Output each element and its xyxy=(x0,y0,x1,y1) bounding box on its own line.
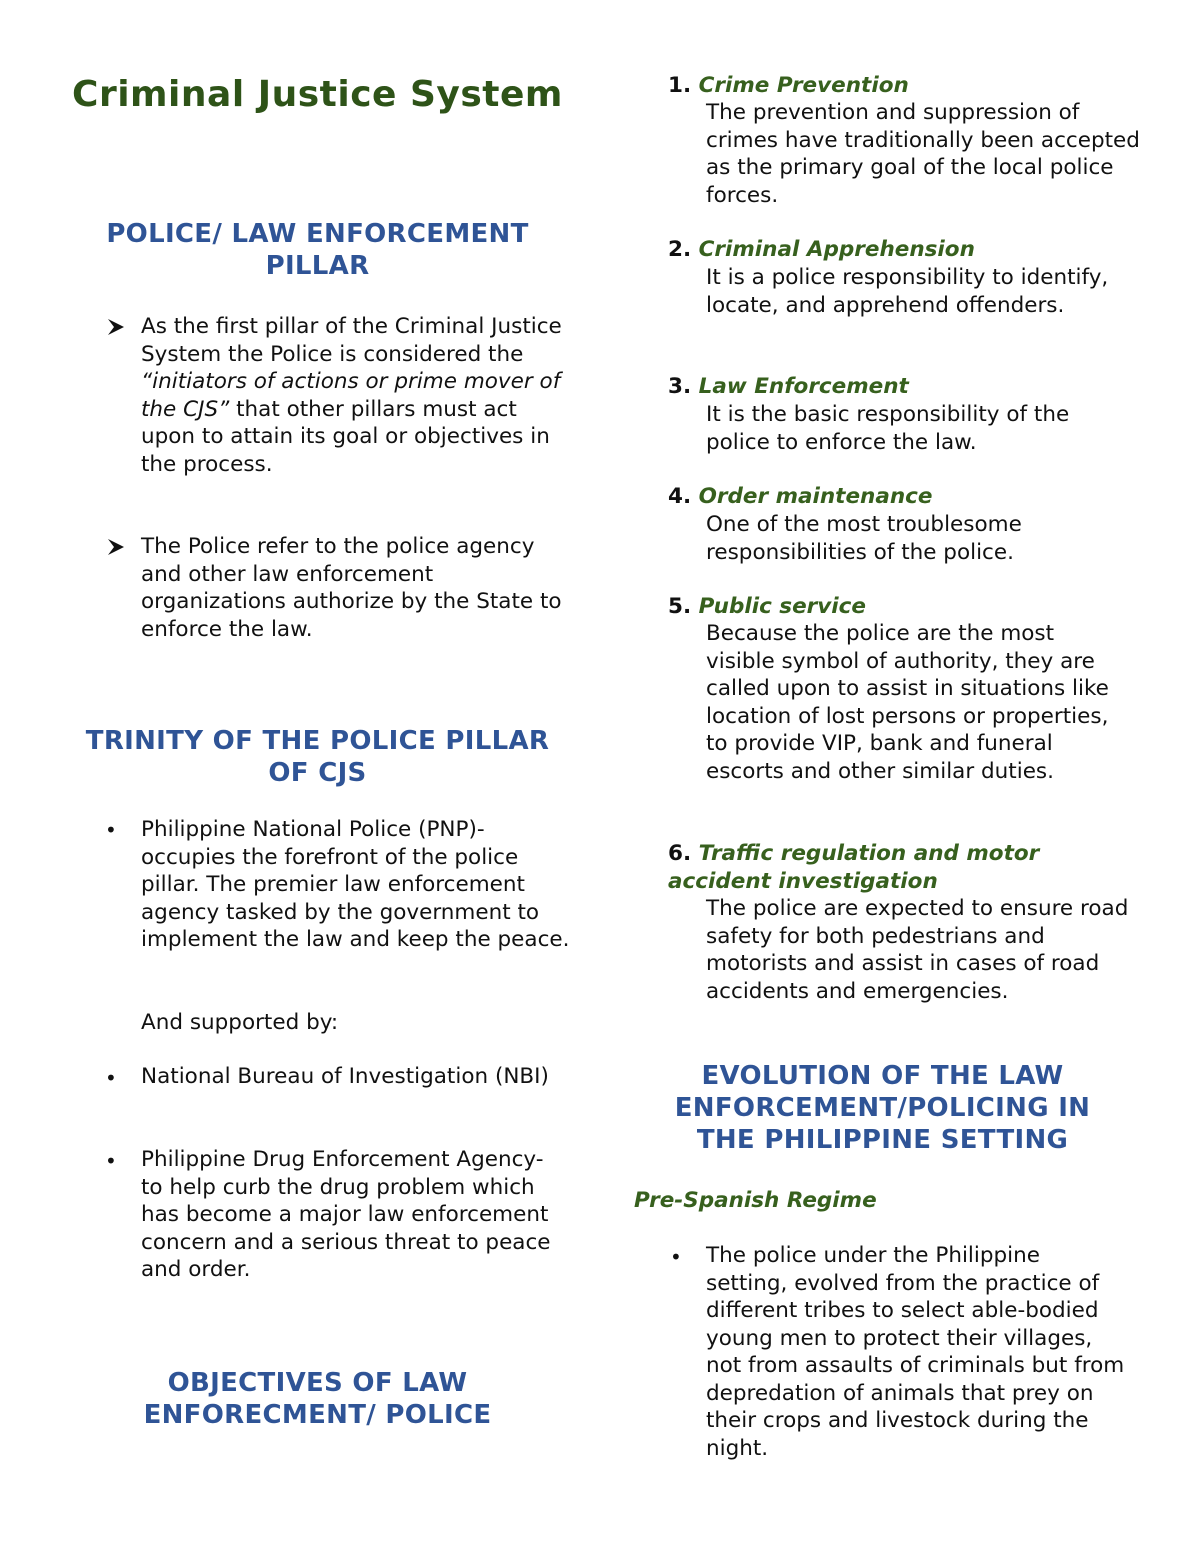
objective-3-title-text: Law Enforcement xyxy=(698,374,909,399)
evolution-item-1: The police under the Philippine setting, evolved from the practice of different tribes to select able-bodied young men to protect their villages, not from assaults of criminals but from depredation of animals that prey on their crops and livestock during the night. xyxy=(706,1243,1125,1461)
objective-4-title-text: Order maintenance xyxy=(698,484,933,509)
bullet-dot-icon: • xyxy=(105,818,117,842)
objective-3-number: 3. xyxy=(668,374,692,399)
arrowhead-bullet-icon xyxy=(105,316,127,338)
bullet-dot-icon: • xyxy=(105,1149,117,1173)
objective-2-description: It is a police responsibility to identify, locate, and apprehend offenders. xyxy=(706,265,1109,318)
objective-5-title-text: Public service xyxy=(698,594,866,619)
police-pillar-point-1 xyxy=(141,313,571,478)
bullet-dot-icon: • xyxy=(105,1066,117,1090)
section-heading-trinity: TRINITY OF THE POLICE PILLAR OF CJS xyxy=(85,726,550,788)
objective-4-description: One of the most troublesome responsibilities of the police. xyxy=(706,512,1022,565)
objective-2-number: 2. xyxy=(668,237,692,262)
police-pillar-point-1-tail: that other pillars must act upon to attain its goal or objectives in the process. xyxy=(141,396,550,477)
subheading-pre-spanish: Pre-Spanish Regime xyxy=(634,1188,877,1213)
objective-4-title xyxy=(668,483,932,511)
objective-1-description: The prevention and suppression of crimes have traditionally been accepted as the primary goal of the local police forces. xyxy=(706,100,1140,208)
objective-5-number: 5. xyxy=(668,594,692,619)
police-pillar-point-1-text: As the first pillar of the Criminal Justice System the Police is considered the xyxy=(141,314,562,367)
trinity-item-pdea: Philippine Drug Enforcement Agency- to help curb the drug problem which has become a major law enforcement concern and a serious threat to peace and order. xyxy=(141,1147,551,1282)
objective-5-title xyxy=(668,593,866,621)
police-pillar-point-1-quote: “initiators of actions or prime mover of the CJS” xyxy=(141,369,561,422)
objective-1-title xyxy=(668,72,909,100)
objective-2-title xyxy=(668,236,975,264)
arrowhead-bullet-icon xyxy=(105,536,127,558)
police-pillar-point-2: The Police refer to the police agency and other law enforcement organizations authorize by the State to enforce the law. xyxy=(141,534,562,642)
bullet-dot-icon: • xyxy=(670,1245,682,1269)
objective-6-title xyxy=(668,840,1108,895)
supported-by-label: And supported by: xyxy=(141,1010,339,1035)
section-heading-evolution: EVOLUTION OF THE LAW ENFORCEMENT/POLICING IN THE PHILIPPINE SETTING xyxy=(674,1061,1091,1155)
section-heading-police-pillar: POLICE/ LAW ENFORCEMENT PILLAR xyxy=(106,219,529,281)
document-title: Criminal Justice System xyxy=(72,74,563,115)
objective-3-description: It is the basic responsibility of the police to enforce the law. xyxy=(706,402,1070,455)
objective-6-title-text: Traffic regulation and motor accident investigation xyxy=(668,841,1040,894)
objective-5-description: Because the police are the most visible symbol of authority, they are called upon to assist in situations like location of lost persons or properties, to provide VIP, bank and funeral escorts and other similar duties. xyxy=(706,621,1109,784)
objective-6-number: 6. xyxy=(668,841,692,866)
trinity-item-nbi: National Bureau of Investigation (NBI) xyxy=(141,1064,549,1089)
objective-6-description: The police are expected to ensure road safety for both pedestrians and motorists and assist in cases of road accidents and emergencies. xyxy=(706,896,1129,1004)
objective-4-number: 4. xyxy=(668,484,692,509)
objective-2-title-text: Criminal Apprehension xyxy=(698,237,975,262)
objective-1-number: 1. xyxy=(668,73,692,98)
trinity-item-pnp: Philippine National Police (PNP)- occupies the forefront of the police pillar. The premier law enforcement agency tasked by the government to implement the law and keep the peace. xyxy=(141,817,570,952)
section-heading-objectives: OBJECTIVES OF LAW ENFORECMENT/ POLICE xyxy=(143,1368,492,1430)
objective-1-title-text: Crime Prevention xyxy=(698,73,909,98)
objective-3-title xyxy=(668,373,909,401)
